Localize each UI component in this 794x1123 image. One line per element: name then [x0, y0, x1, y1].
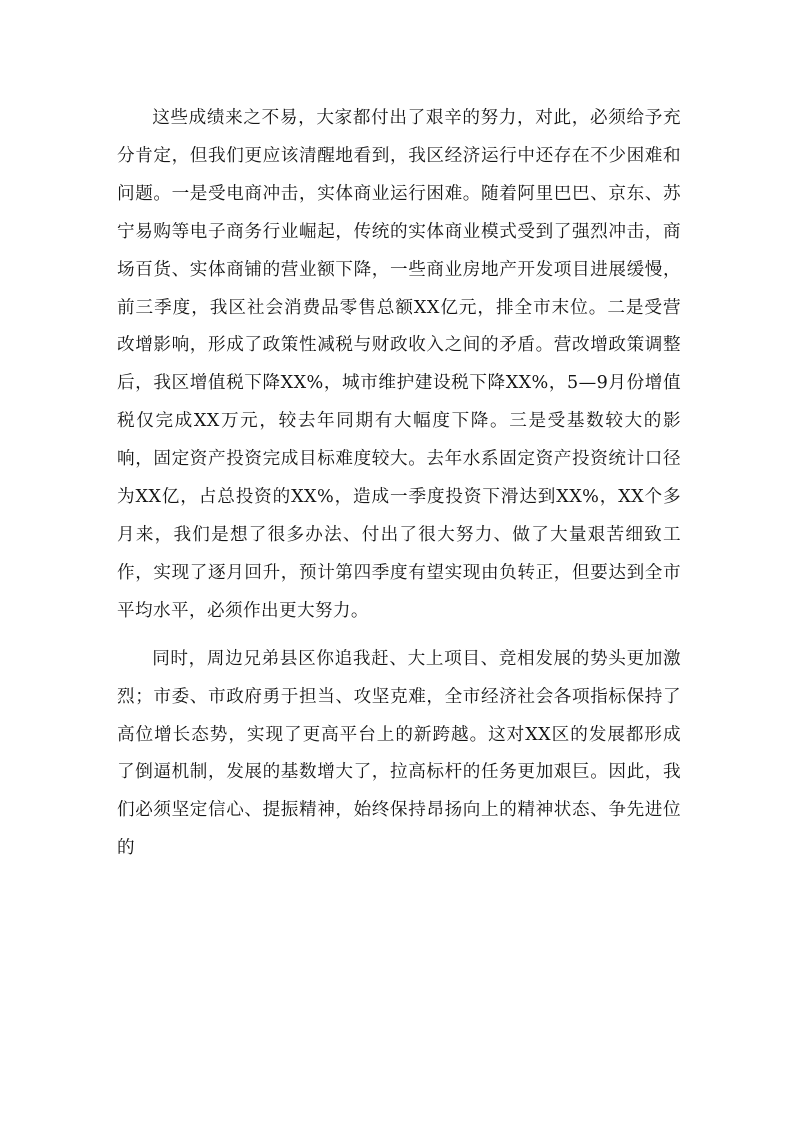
document-body [117, 100, 681, 868]
paragraph-outlook: 同时，周边兄弟县区你追我赶、大上项目、竞相发展的势头更加激烈；市委、市政府勇于担当、攻坚克难，全市经济社会各项指标保持了高位增长态势，实现了更高平台上的新跨越。这对XX区的发展都形成了倒逼机制，发展的基数增大了，拉高标杆的任务更加艰巨。因此，我们必须坚定信心、提振精神，始终保持昂扬向上的精神状态、争先进位的 [117, 648, 681, 859]
paragraph-challenges: 这些成绩来之不易，大家都付出了艰辛的努力，对此，必须给予充分肯定，但我们更应该清醒地看到，我区经济运行中还存在不少困难和问题。一是受电商冲击，实体商业运行困难。随着阿里巴巴、京东、苏宁易购等电子商务行业崛起，传统的实体商业模式受到了强烈冲击，商场百货、实体商铺的营业额下降，一些商业房地产开发项目进展缓慢，前三季度，我区社会消费品零售总额XX亿元，排全市末位。二是受营改增影响，形成了政策性减税与财政收入之间的矛盾。营改增政策调整后，我区增值税下降XX%，城市维护建设税下降XX%，5—9月份增值税仅完成XX万元，较去年同期有大幅度下降。三是受基数较大的影响，固定资产投资完成目标难度较大。去年水系固定资产投资统计口径为XX亿，占总投资的XX%，造成一季度投资下滑达到XX%，XX个多月来，我们是想了很多办法、付出了很大努力、做了大量艰苦细致工作，实现了逐月回升，预计第四季度有望实现由负转正，但要达到全市平均水平，必须作出更大努力。 [117, 108, 681, 621]
